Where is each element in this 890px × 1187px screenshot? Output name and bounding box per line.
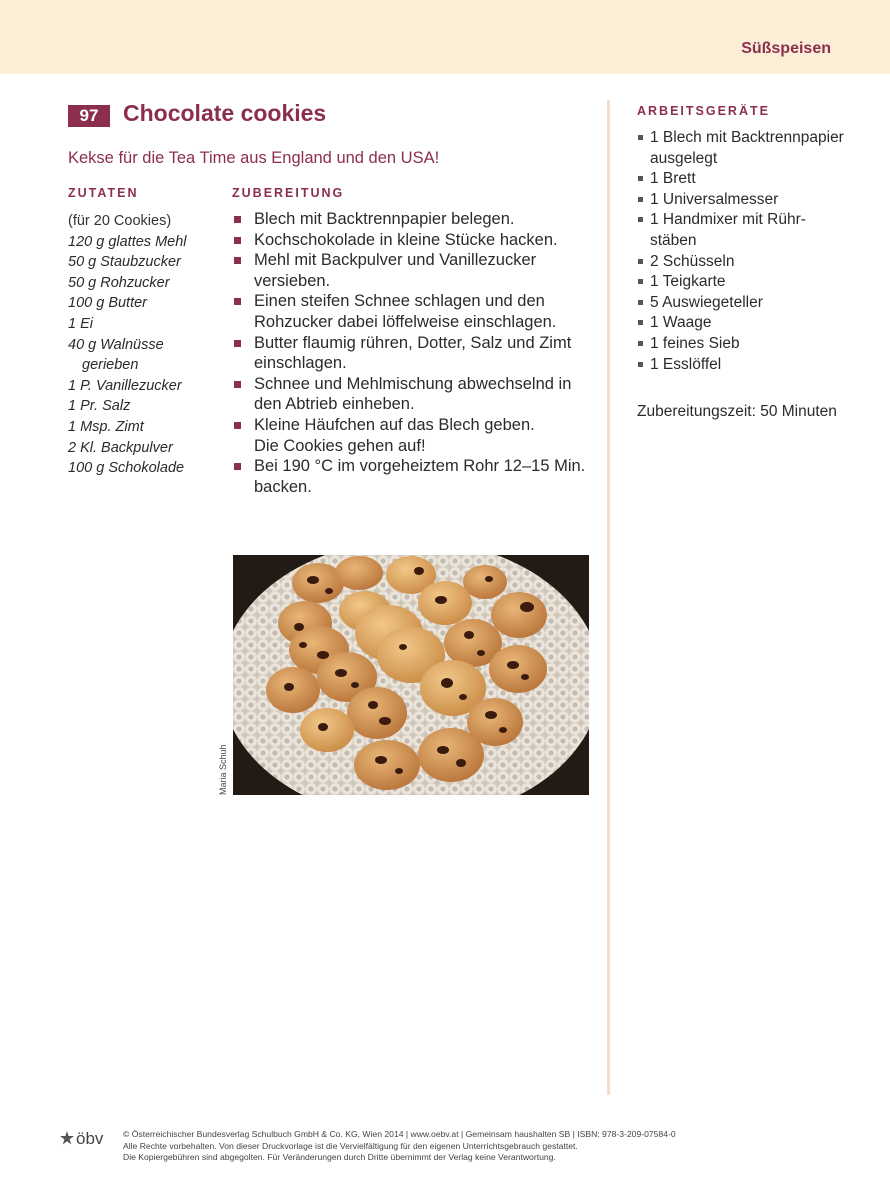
bullet-icon [234, 463, 241, 470]
bullet-icon [638, 320, 643, 325]
tool-text: 1 Esslöffel [650, 355, 722, 373]
tools-heading: ARBEITSGERÄTE [637, 104, 770, 118]
bullet-icon [638, 259, 643, 264]
preparation-steps [232, 209, 594, 497]
tool-text: 1 Blech mit Backtrennpapier ausgelegt [650, 129, 844, 167]
cookies-illustration [233, 555, 589, 795]
section-title: Süßspeisen [741, 40, 831, 57]
step-item [232, 456, 594, 497]
tool-item [637, 128, 852, 169]
step-item [232, 374, 594, 415]
bullet-icon [638, 341, 643, 346]
star-icon [58, 1130, 76, 1146]
tool-text: 1 feines Sieb [650, 334, 740, 352]
tool-text: 2 Schüsseln [650, 252, 735, 270]
bullet-icon [638, 217, 643, 222]
tool-text: 5 Auswiegeteller [650, 293, 763, 311]
ingredient-item: 1 Pr. Salz [68, 398, 131, 415]
ingredient-item: 40 g Walnüsse [68, 336, 164, 353]
bullet-icon [234, 257, 241, 264]
step-text: Butter flaumig rühren, Dotter, Salz und Zimt einschlagen. [254, 333, 572, 373]
ingredient-item: 120 g glattes Mehl [68, 233, 187, 250]
bullet-icon [234, 340, 241, 347]
step-text: Einen steifen Schnee schlagen und den Rohzucker dabei löffelweise einschlagen. [254, 292, 557, 331]
tool-item [637, 252, 852, 273]
step-text: Schnee und Mehlmischung abwechselnd in den Abtrieb einheben. [254, 374, 572, 414]
tool-text: 1 Teigkarte [650, 273, 726, 291]
bullet-icon [234, 422, 241, 429]
step-text: Bei 190 °C im vorgeheiztem Rohr 12–15 Min. backen. [254, 457, 586, 496]
step-text-extra: Die Cookies gehen auf! [254, 436, 426, 455]
ingredient-item: 50 g Staubzucker [68, 254, 181, 271]
footer-line: Die Kopiergebühren sind abgegolten. Für Veränderungen durch Dritte übernimmt der Verlag keine Verantwortung. [123, 1152, 556, 1162]
publisher-logo [58, 1129, 103, 1149]
prep-time: Zubereitungszeit: 50 Minuten [637, 403, 837, 420]
tools-list [637, 128, 852, 375]
bullet-icon [234, 298, 241, 305]
photo-credit: Maria Schuh [218, 744, 228, 795]
recipe-subtitle: Kekse für die Tea Time aus England und den USA! [68, 149, 440, 167]
preparation-heading: ZUBEREITUNG [232, 186, 345, 200]
bullet-icon [234, 216, 241, 223]
cookies-photo [233, 555, 589, 795]
bullet-icon [638, 279, 643, 284]
bullet-icon [638, 135, 643, 140]
step-text: Kleine Häufchen auf das Blech geben. [254, 415, 535, 434]
ingredient-item: 1 P. Vanillezucker [68, 377, 182, 394]
tool-item [637, 313, 852, 334]
publisher-logo-text: öbv [76, 1129, 104, 1148]
tool-item [637, 272, 852, 293]
bullet-icon [638, 176, 643, 181]
step-item [232, 291, 594, 332]
ingredients-note: (für 20 Cookies) [68, 213, 172, 229]
tool-item [637, 293, 852, 314]
ingredient-item: 100 g Butter [68, 295, 147, 312]
bullet-icon [234, 237, 241, 244]
bullet-icon [638, 197, 643, 202]
step-text: Kochschokolade in kleine Stücke hacken. [254, 230, 558, 249]
tool-item [637, 169, 852, 190]
ingredient-item: 1 Msp. Zimt [68, 418, 144, 435]
ingredient-item: 100 g Schokolade [68, 460, 185, 477]
ingredients-list [68, 211, 228, 479]
tool-text: 1 Brett [650, 170, 696, 188]
recipe-title: Chocolate cookies [123, 100, 327, 126]
step-item [232, 415, 594, 456]
step-item [232, 250, 594, 291]
column-divider [607, 100, 610, 1095]
recipe-number: 97 [68, 105, 110, 127]
tool-text: 1 Universalmesser [650, 190, 779, 208]
ingredient-item: 2 Kl. Backpulver [68, 439, 173, 456]
step-item [232, 230, 594, 251]
step-item [232, 209, 594, 230]
ingredient-item: 50 g Rohzucker [68, 274, 170, 291]
tool-item [637, 190, 852, 211]
ingredient-item: gerieben [82, 357, 139, 374]
ingredients-heading: ZUTATEN [68, 186, 139, 200]
bullet-icon [638, 362, 643, 367]
footer-line: Alle Rechte vorbehalten. Von dieser Druckvorlage ist die Vervielfältigung für den eigenen Unterrichtsgebrauch gestattet. [123, 1140, 578, 1151]
tool-item [637, 355, 852, 376]
tool-text: 1 Waage [650, 314, 712, 332]
tool-item [637, 334, 852, 355]
bullet-icon [234, 381, 241, 388]
footer-line: © Österreichischer Bundesverlag Schulbuch GmbH & Co. KG, Wien 2014 | www.oebv.at | Gemeinsam haushalten SB | ISBN: 978-3-209-07584-0 [123, 1129, 676, 1139]
step-text: Mehl mit Backpulver und Vanillezucker versieben. [254, 251, 537, 290]
bullet-icon [638, 300, 643, 305]
step-text: Blech mit Backtrennpapier belegen. [254, 210, 515, 228]
tool-text: 1 Handmixer mit Rühr-stäben [650, 211, 806, 249]
header-band [0, 0, 890, 74]
step-item [232, 333, 594, 374]
tool-item [637, 210, 852, 251]
ingredient-item: 1 Ei [68, 315, 93, 332]
footer-copyright [123, 1129, 843, 1164]
